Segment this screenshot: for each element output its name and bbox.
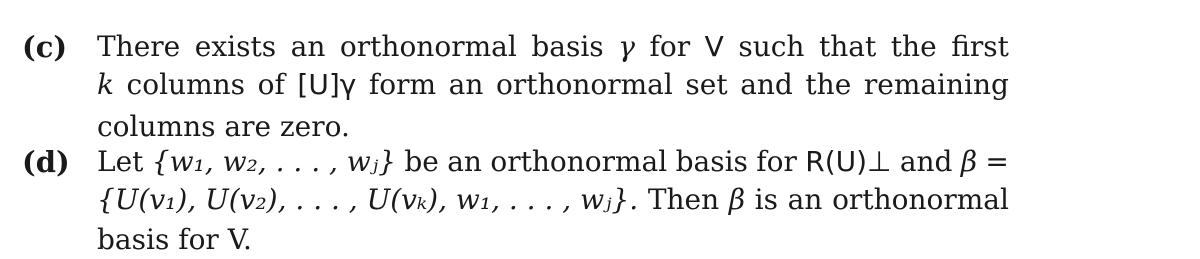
word: Let	[97, 145, 144, 178]
word: orthonormal	[832, 183, 1009, 216]
item-c-line-2	[97, 66, 1009, 104]
word: an	[787, 183, 823, 216]
word: orthonormal	[490, 145, 668, 178]
word: basis	[531, 30, 604, 63]
item-d-line-1	[97, 143, 1009, 181]
word: orthonormal	[495, 68, 673, 101]
text: columns are zero.	[97, 110, 350, 143]
item-c-line-3	[97, 108, 1009, 146]
word: and	[899, 145, 953, 178]
item-c-line-1	[97, 28, 1009, 66]
math-gamma: γ	[618, 30, 635, 63]
word: for	[756, 145, 797, 178]
word: first	[951, 30, 1009, 63]
item-d-line-2	[97, 181, 1009, 219]
math-beta: β	[728, 183, 745, 216]
math-k: k	[97, 68, 114, 101]
math-U-gamma: [U]γ	[297, 68, 357, 101]
item-label-d: (d)	[22, 145, 70, 179]
word: is	[754, 183, 778, 216]
word: such	[738, 30, 805, 63]
word: exists	[194, 30, 277, 63]
item-d-line-3	[97, 221, 1009, 259]
word: set	[685, 68, 728, 101]
word: an	[290, 30, 326, 63]
word: There	[97, 30, 181, 63]
word: an	[448, 68, 484, 101]
word: of	[257, 68, 285, 101]
math-V: V	[704, 30, 724, 63]
word: and	[740, 68, 793, 101]
math-w-set: {w₁, w₂, . . . , wⱼ}	[151, 145, 396, 178]
word: that	[819, 30, 877, 63]
item-label-c: (c)	[22, 30, 68, 64]
word: Then	[647, 183, 720, 216]
math-beta-set: {U(v₁), U(v₂), . . . , U(vₖ), w₁, . . . , wⱼ}.	[97, 183, 639, 216]
word: form	[368, 68, 437, 101]
math-beta: β	[960, 145, 978, 178]
word: an	[447, 145, 482, 178]
word: columns	[126, 68, 246, 101]
word: remaining	[863, 68, 1009, 101]
math-RU-perp: R(U)⊥	[805, 145, 892, 178]
text: basis for V.	[97, 223, 252, 256]
math-equals: =	[985, 145, 1009, 178]
word: basis	[675, 145, 748, 178]
word: orthonormal	[339, 30, 517, 63]
word: for	[649, 30, 691, 63]
word: the	[890, 30, 937, 63]
word: be	[404, 145, 439, 178]
word: the	[805, 68, 852, 101]
